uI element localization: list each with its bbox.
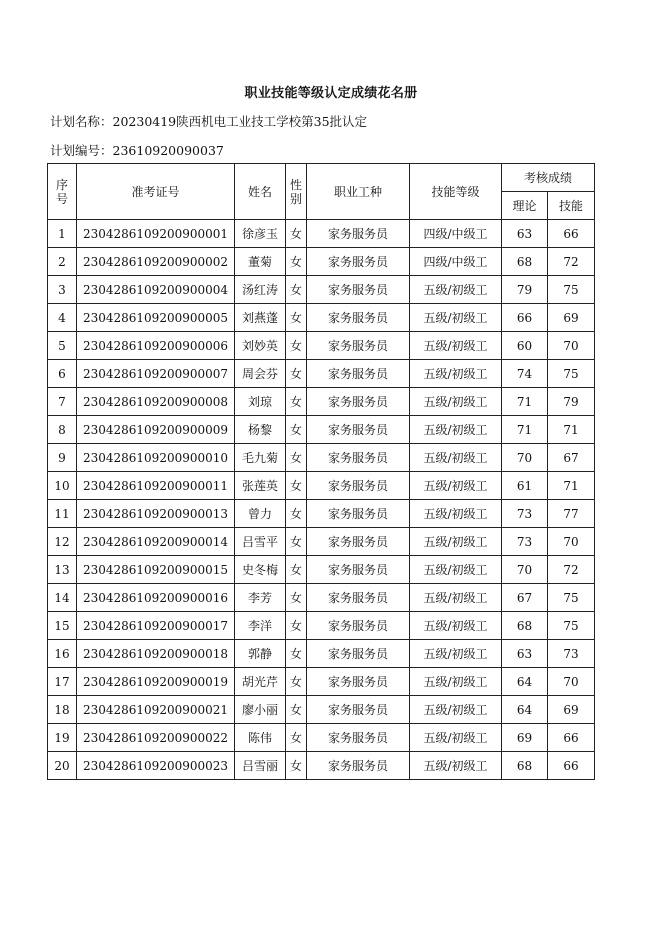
cell-gender: 女 (286, 248, 307, 276)
table-body (48, 220, 595, 780)
cell-theory-score: 73 (502, 528, 548, 556)
table-row (48, 612, 595, 640)
cell-skill-level: 五级/初级工 (410, 612, 502, 640)
cell-skill-score: 75 (548, 584, 595, 612)
cell-exam-id: 2304286109200900017 (77, 612, 235, 640)
cell-skill-score: 73 (548, 640, 595, 668)
header-seq-top: 序 (55, 177, 68, 192)
cell-skill-score: 69 (548, 696, 595, 724)
cell-exam-id: 2304286109200900016 (77, 584, 235, 612)
header-theory: 理论 (502, 192, 548, 220)
cell-exam-id: 2304286109200900013 (77, 500, 235, 528)
cell-occupation: 家务服务员 (307, 304, 410, 332)
cell-name: 董菊 (235, 248, 286, 276)
cell-exam-id: 2304286109200900005 (77, 304, 235, 332)
cell-gender: 女 (286, 668, 307, 696)
cell-theory-score: 74 (502, 360, 548, 388)
cell-exam-id: 2304286109200900019 (77, 668, 235, 696)
cell-name: 李洋 (235, 612, 286, 640)
cell-name: 刘琼 (235, 388, 286, 416)
cell-seq: 12 (48, 528, 77, 556)
cell-seq: 7 (48, 388, 77, 416)
cell-seq: 16 (48, 640, 77, 668)
cell-skill-level: 五级/初级工 (410, 640, 502, 668)
cell-exam-id: 2304286109200900015 (77, 556, 235, 584)
table-row (48, 696, 595, 724)
cell-skill-level: 五级/初级工 (410, 304, 502, 332)
cell-gender: 女 (286, 416, 307, 444)
header-gender-bottom: 别 (289, 191, 302, 206)
cell-occupation: 家务服务员 (307, 696, 410, 724)
plan-name-value: 20230419陕西机电工业技工学校第35批认定 (112, 114, 368, 129)
cell-name: 杨黎 (235, 416, 286, 444)
table-row (48, 220, 595, 248)
plan-code-line (50, 141, 224, 159)
cell-name: 周会芬 (235, 360, 286, 388)
cell-occupation: 家务服务员 (307, 248, 410, 276)
cell-exam-id: 2304286109200900004 (77, 276, 235, 304)
plan-code-value: 23610920090037 (112, 143, 224, 158)
table-row (48, 416, 595, 444)
table-row (48, 472, 595, 500)
cell-seq: 15 (48, 612, 77, 640)
cell-seq: 11 (48, 500, 77, 528)
cell-name: 刘妙英 (235, 332, 286, 360)
cell-skill-score: 70 (548, 528, 595, 556)
cell-skill-score: 71 (548, 472, 595, 500)
roster-table (47, 163, 595, 780)
cell-exam-id: 2304286109200900018 (77, 640, 235, 668)
table-row (48, 332, 595, 360)
cell-gender: 女 (286, 752, 307, 780)
cell-gender: 女 (286, 724, 307, 752)
table-row (48, 304, 595, 332)
cell-theory-score: 63 (502, 640, 548, 668)
table-row (48, 556, 595, 584)
cell-theory-score: 70 (502, 444, 548, 472)
cell-theory-score: 68 (502, 248, 548, 276)
cell-occupation: 家务服务员 (307, 668, 410, 696)
cell-occupation: 家务服务员 (307, 444, 410, 472)
table-row (48, 388, 595, 416)
header-skill-level: 技能等级 (410, 164, 502, 220)
header-gender (286, 164, 307, 220)
table-row (48, 248, 595, 276)
cell-seq: 20 (48, 752, 77, 780)
cell-theory-score: 64 (502, 696, 548, 724)
cell-seq: 1 (48, 220, 77, 248)
cell-skill-level: 五级/初级工 (410, 556, 502, 584)
cell-exam-id: 2304286109200900011 (77, 472, 235, 500)
cell-gender: 女 (286, 696, 307, 724)
table-row (48, 444, 595, 472)
cell-gender: 女 (286, 220, 307, 248)
cell-seq: 8 (48, 416, 77, 444)
cell-skill-level: 五级/初级工 (410, 416, 502, 444)
cell-theory-score: 68 (502, 752, 548, 780)
cell-exam-id: 2304286109200900006 (77, 332, 235, 360)
cell-skill-level: 五级/初级工 (410, 444, 502, 472)
table-header (48, 164, 595, 220)
cell-skill-score: 69 (548, 304, 595, 332)
cell-seq: 13 (48, 556, 77, 584)
cell-exam-id: 2304286109200900023 (77, 752, 235, 780)
header-occupation: 职业工种 (307, 164, 410, 220)
cell-theory-score: 70 (502, 556, 548, 584)
cell-name: 吕雪丽 (235, 752, 286, 780)
table-row (48, 584, 595, 612)
cell-skill-level: 五级/初级工 (410, 388, 502, 416)
cell-name: 吕雪平 (235, 528, 286, 556)
cell-name: 张莲英 (235, 472, 286, 500)
cell-gender: 女 (286, 612, 307, 640)
cell-theory-score: 68 (502, 612, 548, 640)
table-row (48, 500, 595, 528)
cell-name: 廖小丽 (235, 696, 286, 724)
cell-skill-level: 五级/初级工 (410, 724, 502, 752)
cell-exam-id: 2304286109200900002 (77, 248, 235, 276)
cell-occupation: 家务服务员 (307, 556, 410, 584)
cell-theory-score: 71 (502, 388, 548, 416)
cell-skill-score: 72 (548, 248, 595, 276)
cell-gender: 女 (286, 528, 307, 556)
cell-name: 陈伟 (235, 724, 286, 752)
cell-name: 汤红涛 (235, 276, 286, 304)
cell-gender: 女 (286, 276, 307, 304)
table-row (48, 360, 595, 388)
cell-occupation: 家务服务员 (307, 752, 410, 780)
cell-gender: 女 (286, 640, 307, 668)
cell-seq: 14 (48, 584, 77, 612)
cell-exam-id: 2304286109200900022 (77, 724, 235, 752)
cell-theory-score: 71 (502, 416, 548, 444)
cell-skill-score: 66 (548, 724, 595, 752)
table-row (48, 668, 595, 696)
cell-skill-level: 五级/初级工 (410, 276, 502, 304)
cell-name: 史冬梅 (235, 556, 286, 584)
cell-gender: 女 (286, 388, 307, 416)
cell-skill-score: 75 (548, 360, 595, 388)
cell-skill-score: 70 (548, 668, 595, 696)
cell-seq: 9 (48, 444, 77, 472)
cell-skill-score: 77 (548, 500, 595, 528)
cell-skill-level: 五级/初级工 (410, 360, 502, 388)
cell-theory-score: 60 (502, 332, 548, 360)
cell-occupation: 家务服务员 (307, 612, 410, 640)
table-row (48, 528, 595, 556)
cell-occupation: 家务服务员 (307, 276, 410, 304)
cell-occupation: 家务服务员 (307, 528, 410, 556)
cell-seq: 2 (48, 248, 77, 276)
cell-name: 李芳 (235, 584, 286, 612)
cell-seq: 18 (48, 696, 77, 724)
cell-skill-score: 75 (548, 612, 595, 640)
cell-occupation: 家务服务员 (307, 724, 410, 752)
cell-occupation: 家务服务员 (307, 220, 410, 248)
cell-occupation: 家务服务员 (307, 584, 410, 612)
cell-exam-id: 2304286109200900008 (77, 388, 235, 416)
header-seq (48, 164, 77, 220)
cell-name: 郭静 (235, 640, 286, 668)
cell-occupation: 家务服务员 (307, 416, 410, 444)
cell-exam-id: 2304286109200900007 (77, 360, 235, 388)
cell-theory-score: 67 (502, 584, 548, 612)
cell-skill-level: 五级/初级工 (410, 472, 502, 500)
table-row (48, 640, 595, 668)
cell-gender: 女 (286, 584, 307, 612)
cell-skill-level: 五级/初级工 (410, 584, 502, 612)
cell-theory-score: 66 (502, 304, 548, 332)
cell-seq: 4 (48, 304, 77, 332)
cell-name: 曾力 (235, 500, 286, 528)
cell-gender: 女 (286, 472, 307, 500)
cell-skill-score: 79 (548, 388, 595, 416)
cell-theory-score: 79 (502, 276, 548, 304)
header-gender-top: 性 (289, 177, 302, 192)
cell-occupation: 家务服务员 (307, 388, 410, 416)
cell-skill-level: 五级/初级工 (410, 696, 502, 724)
page-title: 职业技能等级认定成绩花名册 (244, 86, 418, 101)
cell-seq: 19 (48, 724, 77, 752)
table-row (48, 724, 595, 752)
cell-occupation: 家务服务员 (307, 500, 410, 528)
plan-code-label: 计划编号： (50, 143, 113, 158)
cell-exam-id: 2304286109200900010 (77, 444, 235, 472)
cell-skill-score: 66 (548, 752, 595, 780)
cell-occupation: 家务服务员 (307, 472, 410, 500)
cell-skill-score: 75 (548, 276, 595, 304)
cell-seq: 5 (48, 332, 77, 360)
cell-theory-score: 63 (502, 220, 548, 248)
cell-skill-level: 五级/初级工 (410, 752, 502, 780)
cell-gender: 女 (286, 360, 307, 388)
cell-theory-score: 73 (502, 500, 548, 528)
cell-exam-id: 2304286109200900009 (77, 416, 235, 444)
cell-skill-score: 71 (548, 416, 595, 444)
cell-name: 毛九菊 (235, 444, 286, 472)
cell-gender: 女 (286, 556, 307, 584)
cell-seq: 6 (48, 360, 77, 388)
cell-gender: 女 (286, 500, 307, 528)
cell-skill-level: 四级/中级工 (410, 248, 502, 276)
cell-name: 胡光芹 (235, 668, 286, 696)
header-exam-id: 准考证号 (77, 164, 235, 220)
cell-name: 徐彦玉 (235, 220, 286, 248)
cell-skill-level: 五级/初级工 (410, 500, 502, 528)
cell-occupation: 家务服务员 (307, 640, 410, 668)
cell-exam-id: 2304286109200900021 (77, 696, 235, 724)
cell-skill-level: 五级/初级工 (410, 332, 502, 360)
cell-skill-score: 66 (548, 220, 595, 248)
header-name: 姓名 (235, 164, 286, 220)
table-row (48, 276, 595, 304)
cell-skill-level: 四级/中级工 (410, 220, 502, 248)
cell-gender: 女 (286, 304, 307, 332)
cell-seq: 3 (48, 276, 77, 304)
cell-skill-score: 67 (548, 444, 595, 472)
cell-theory-score: 61 (502, 472, 548, 500)
cell-seq: 17 (48, 668, 77, 696)
cell-gender: 女 (286, 444, 307, 472)
cell-theory-score: 64 (502, 668, 548, 696)
cell-skill-level: 五级/初级工 (410, 668, 502, 696)
cell-occupation: 家务服务员 (307, 360, 410, 388)
cell-seq: 10 (48, 472, 77, 500)
cell-skill-level: 五级/初级工 (410, 528, 502, 556)
cell-exam-id: 2304286109200900001 (77, 220, 235, 248)
table-row (48, 752, 595, 780)
header-skill: 技能 (548, 192, 595, 220)
cell-occupation: 家务服务员 (307, 332, 410, 360)
header-scores: 考核成绩 (502, 164, 595, 192)
cell-theory-score: 69 (502, 724, 548, 752)
cell-skill-score: 72 (548, 556, 595, 584)
header-seq-bottom: 号 (55, 191, 68, 206)
cell-gender: 女 (286, 332, 307, 360)
cell-exam-id: 2304286109200900014 (77, 528, 235, 556)
cell-name: 刘燕蓬 (235, 304, 286, 332)
plan-name-line (50, 112, 367, 130)
plan-name-label: 计划名称： (50, 114, 113, 129)
cell-skill-score: 70 (548, 332, 595, 360)
